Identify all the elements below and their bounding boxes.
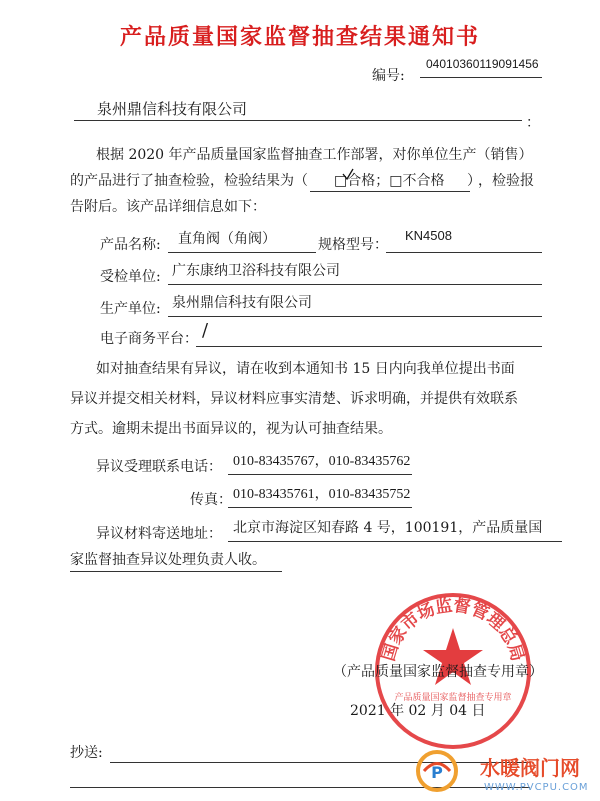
- objection-phone-underline: [228, 474, 412, 475]
- model-underline: [386, 252, 542, 253]
- model-value: KN4508: [405, 228, 452, 243]
- cc-underline: [110, 762, 530, 763]
- objection-address-line-1: 北京市海淀区知春路 4 号，100191，产品质量国: [233, 520, 543, 536]
- cc-underline-2: [70, 787, 530, 788]
- ecommerce-underline: [196, 346, 542, 347]
- inspected-unit-value: 广东康纳卫浴科技有限公司: [172, 263, 340, 279]
- producer-value: 泉州鼎信科技有限公司: [172, 295, 312, 311]
- document-title: 产品质量国家监督抽查结果通知书: [119, 24, 480, 50]
- cc-label: 抄送:: [70, 745, 103, 761]
- objection-line-3: 方式。逾期未提出书面异议的，视为认可抽查结果。: [70, 421, 392, 437]
- product-name-label: 产品名称:: [100, 237, 161, 253]
- recipient-underline: [74, 120, 522, 121]
- objection-address-line-2: 家监督抽查异议处理负责人收。: [70, 552, 266, 568]
- intro-line-2-prefix: 的产品进行了抽查检验，检验结果为（: [70, 173, 308, 189]
- objection-line-1: 如对抽查结果有异议，请在收到本通知书 15 日内向我单位提出书面: [96, 361, 515, 377]
- intro-line-1: 根据 2020 年产品质量国家监督抽查工作部署，对你单位生产（销售）: [96, 147, 533, 163]
- serial-number-label: 编号:: [372, 68, 405, 84]
- watermark-logo-icon: [414, 748, 460, 794]
- intro-line-3: 告附后。该产品详细信息如下：: [70, 199, 266, 215]
- serial-number-value: 04010360119091456: [426, 57, 539, 71]
- objection-fax-label: 传真：: [190, 492, 232, 508]
- seal-ring-text: 国家市场监督管理总局: [378, 595, 528, 664]
- inspection-result-close: ）: [467, 173, 481, 189]
- seal-caption: （产品质量国家监督抽查专用章）: [333, 664, 543, 680]
- seal-inner-text: 产品质量国家监督抽查专用章: [394, 693, 512, 703]
- producer-underline: [168, 316, 542, 317]
- ecommerce-value: /: [202, 320, 209, 341]
- intro-line-2-suffix: ，检验报: [478, 173, 534, 189]
- product-name-underline: [168, 252, 316, 253]
- serial-number-underline: [420, 77, 542, 78]
- objection-phone-label: 异议受理联系电话：: [96, 459, 222, 475]
- model-label: 规格型号：: [318, 237, 388, 253]
- issue-date: 2021 年 02 月 04 日: [350, 703, 486, 719]
- recipient-colon: ：: [526, 115, 540, 131]
- inspection-result-options: □合格；□不合格: [334, 173, 445, 189]
- watermark-brand: 水暖阀门网: [480, 756, 580, 780]
- svg-text:P: P: [431, 763, 443, 782]
- objection-address-label: 异议材料寄送地址：: [96, 526, 222, 542]
- objection-fax-underline: [228, 507, 412, 508]
- recipient-name: 泉州鼎信科技有限公司: [97, 100, 248, 118]
- ecommerce-label: 电子商务平台：: [100, 331, 198, 347]
- handwritten-checkmark-icon: [341, 168, 355, 186]
- objection-address-underline-1: [228, 541, 562, 542]
- product-name-value: 直角阀（角阀）: [178, 231, 276, 247]
- objection-phone-value: 010-83435767，010-83435762: [233, 454, 411, 469]
- watermark-url: WWW.PVCPU.COM: [484, 782, 589, 793]
- inspected-unit-label: 受检单位:: [100, 269, 161, 285]
- objection-line-2: 异议并提交相关材料，异议材料应事实清楚、诉求明确，并提供有效联系: [70, 391, 518, 407]
- producer-label: 生产单位:: [100, 301, 161, 317]
- objection-fax-value: 010-83435761，010-83435752: [233, 487, 411, 502]
- objection-address-underline-2: [70, 571, 282, 572]
- inspected-unit-underline: [168, 284, 542, 285]
